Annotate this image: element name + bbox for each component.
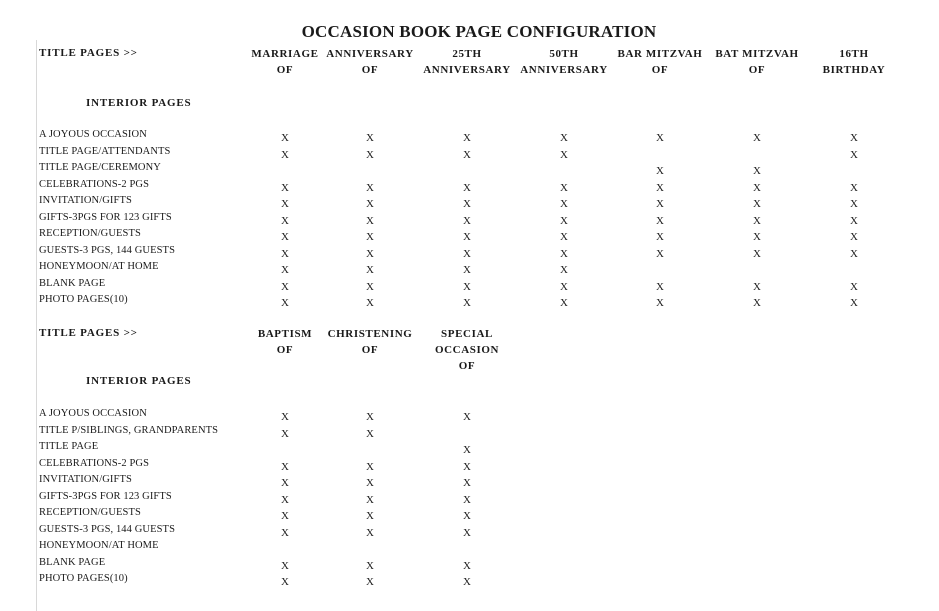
- included-mark: X: [463, 477, 471, 489]
- included-mark: X: [560, 198, 568, 210]
- included-mark: X: [463, 231, 471, 243]
- column-header-line: BAPTISM: [257, 328, 313, 340]
- row-label: GUESTS-3 PGS, 144 GUESTS: [39, 523, 176, 535]
- row-label: CELEBRATIONS-2 PGS: [39, 457, 150, 469]
- included-mark: X: [366, 132, 374, 144]
- included-mark: X: [656, 297, 664, 309]
- included-mark: X: [281, 132, 289, 144]
- column-header-line: BAR MITZVAH: [617, 48, 703, 60]
- included-mark: X: [463, 148, 471, 161]
- included-mark: X: [281, 576, 289, 588]
- included-mark: X: [366, 181, 374, 194]
- included-mark: X: [463, 559, 471, 572]
- column-header-line: ANNIVERSARY: [423, 64, 511, 76]
- included-mark: X: [366, 510, 374, 522]
- column-header-line: BAT MITZVAH: [715, 48, 799, 60]
- interior-pages-label: INTERIOR PAGES: [86, 375, 192, 387]
- included-mark: X: [850, 181, 858, 194]
- included-mark: X: [281, 181, 289, 194]
- included-mark: X: [560, 132, 568, 144]
- row-label: TITLE PAGE: [39, 441, 99, 452]
- row-label: PHOTO PAGES(10): [39, 294, 128, 305]
- included-mark: X: [463, 280, 471, 293]
- interior-pages-label: INTERIOR PAGES: [86, 97, 192, 109]
- column-header-line: ANNIVERSARY: [326, 48, 414, 60]
- included-mark: X: [281, 198, 289, 210]
- column-header: [514, 46, 614, 78]
- included-mark: X: [281, 247, 289, 260]
- included-mark: X: [656, 198, 664, 210]
- included-mark: X: [366, 148, 374, 161]
- included-mark: X: [463, 297, 471, 309]
- column-header: [417, 326, 517, 374]
- included-mark: X: [753, 231, 761, 243]
- included-mark: X: [560, 148, 568, 161]
- included-mark: X: [753, 214, 761, 227]
- included-mark: X: [366, 198, 374, 210]
- included-mark: X: [366, 493, 374, 506]
- column-header: [320, 326, 420, 358]
- document-title: OCCASION BOOK PAGE CONFIGURATION: [301, 22, 657, 41]
- included-mark: X: [463, 460, 471, 473]
- included-mark: X: [753, 280, 761, 293]
- row-label: TITLE P/SIBLINGS, GRANDPARENTS: [39, 424, 219, 436]
- column-header-line: OCCASION: [434, 344, 500, 356]
- row-label: CELEBRATIONS-2 PGS: [39, 178, 150, 190]
- column-header-line: ANNIVERSARY: [520, 64, 608, 76]
- row-label: BLANK PAGE: [39, 556, 106, 568]
- included-mark: X: [463, 526, 471, 539]
- included-mark: X: [281, 493, 289, 506]
- included-mark: X: [281, 477, 289, 489]
- row-label: GUESTS-3 PGS, 144 GUESTS: [39, 244, 176, 256]
- included-mark: X: [366, 264, 374, 276]
- row-label: INVITATION/GIFTS: [39, 195, 132, 206]
- included-mark: X: [463, 576, 471, 588]
- included-mark: X: [560, 264, 568, 276]
- title-pages-label: TITLE PAGES >>: [39, 47, 138, 59]
- included-mark: X: [281, 460, 289, 473]
- included-mark: X: [850, 214, 858, 227]
- column-header-line: OF: [276, 64, 294, 76]
- row-label: A JOYOUS OCCASION: [39, 129, 147, 140]
- included-mark: X: [656, 181, 664, 194]
- included-mark: X: [463, 132, 471, 144]
- included-mark: X: [281, 427, 289, 440]
- included-mark: X: [850, 280, 858, 293]
- included-mark: X: [463, 198, 471, 210]
- row-label: PHOTO PAGES(10): [39, 573, 128, 584]
- column-header-line: OF: [748, 64, 766, 76]
- included-mark: X: [281, 411, 289, 423]
- row-label: RECEPTION/GUESTS: [39, 228, 141, 239]
- included-mark: X: [656, 132, 664, 144]
- included-mark: X: [850, 297, 858, 309]
- included-mark: X: [463, 510, 471, 522]
- included-mark: X: [366, 297, 374, 309]
- included-mark: X: [463, 444, 471, 456]
- included-mark: X: [366, 247, 374, 260]
- column-header-line: CHRISTENING: [327, 328, 413, 340]
- column-header: [417, 46, 517, 78]
- included-mark: X: [463, 214, 471, 227]
- included-mark: X: [753, 132, 761, 144]
- included-mark: X: [850, 231, 858, 243]
- included-mark: X: [281, 510, 289, 522]
- included-mark: X: [560, 231, 568, 243]
- column-header-line: OF: [651, 64, 669, 76]
- included-mark: X: [560, 297, 568, 309]
- row-label: TITLE PAGE/CEREMONY: [39, 162, 161, 173]
- included-mark: X: [753, 198, 761, 210]
- row-label: HONEYMOON/AT HOME: [39, 261, 159, 272]
- column-header-line: OF: [276, 344, 294, 356]
- included-mark: X: [850, 132, 858, 144]
- column-header: [320, 46, 420, 78]
- included-mark: X: [366, 526, 374, 539]
- column-header-line: 25TH: [452, 48, 482, 60]
- scan-edge: [36, 40, 37, 611]
- included-mark: X: [281, 148, 289, 161]
- included-mark: X: [656, 165, 664, 177]
- column-header-line: SPECIAL: [441, 328, 493, 340]
- included-mark: X: [656, 247, 664, 260]
- included-mark: X: [366, 411, 374, 423]
- included-mark: X: [656, 231, 664, 243]
- row-label: HONEYMOON/AT HOME: [39, 540, 159, 551]
- column-header-line: OF: [458, 360, 476, 372]
- column-header-line: OF: [361, 64, 379, 76]
- row-label: GIFTS-3PGS FOR 123 GIFTS: [39, 490, 172, 502]
- column-header-line: MARRIAGE: [251, 48, 319, 60]
- included-mark: X: [463, 181, 471, 194]
- included-mark: X: [366, 231, 374, 243]
- row-label: TITLE PAGE/ATTENDANTS: [39, 145, 171, 157]
- included-mark: X: [656, 280, 664, 293]
- title-pages-label: TITLE PAGES >>: [39, 327, 138, 339]
- included-mark: X: [463, 411, 471, 423]
- included-mark: X: [281, 297, 289, 309]
- included-mark: X: [463, 264, 471, 276]
- included-mark: X: [850, 148, 858, 161]
- included-mark: X: [366, 576, 374, 588]
- included-mark: X: [281, 559, 289, 572]
- column-header: [804, 46, 904, 78]
- included-mark: X: [753, 165, 761, 177]
- included-mark: X: [366, 427, 374, 440]
- row-label: BLANK PAGE: [39, 277, 106, 289]
- column-header-line: BIRTHDAY: [822, 64, 886, 76]
- row-label: RECEPTION/GUESTS: [39, 507, 141, 518]
- included-mark: X: [366, 460, 374, 473]
- column-header-line: 50TH: [549, 48, 579, 60]
- column-header: [707, 46, 807, 78]
- included-mark: X: [850, 198, 858, 210]
- included-mark: X: [281, 526, 289, 539]
- included-mark: X: [560, 247, 568, 260]
- included-mark: X: [463, 493, 471, 506]
- included-mark: X: [281, 280, 289, 293]
- included-mark: X: [366, 280, 374, 293]
- included-mark: X: [366, 214, 374, 227]
- included-mark: X: [281, 264, 289, 276]
- included-mark: X: [463, 247, 471, 260]
- row-label: INVITATION/GIFTS: [39, 474, 132, 485]
- included-mark: X: [850, 247, 858, 260]
- included-mark: X: [366, 477, 374, 489]
- column-header-line: OF: [361, 344, 379, 356]
- column-header-line: 16TH: [839, 48, 869, 60]
- column-header: [610, 46, 710, 78]
- included-mark: X: [753, 297, 761, 309]
- included-mark: X: [560, 214, 568, 227]
- included-mark: X: [656, 214, 664, 227]
- included-mark: X: [281, 231, 289, 243]
- included-mark: X: [281, 214, 289, 227]
- included-mark: X: [366, 559, 374, 572]
- included-mark: X: [560, 280, 568, 293]
- included-mark: X: [753, 181, 761, 194]
- row-label: GIFTS-3PGS FOR 123 GIFTS: [39, 211, 172, 223]
- included-mark: X: [560, 181, 568, 194]
- included-mark: X: [753, 247, 761, 260]
- row-label: A JOYOUS OCCASION: [39, 408, 147, 419]
